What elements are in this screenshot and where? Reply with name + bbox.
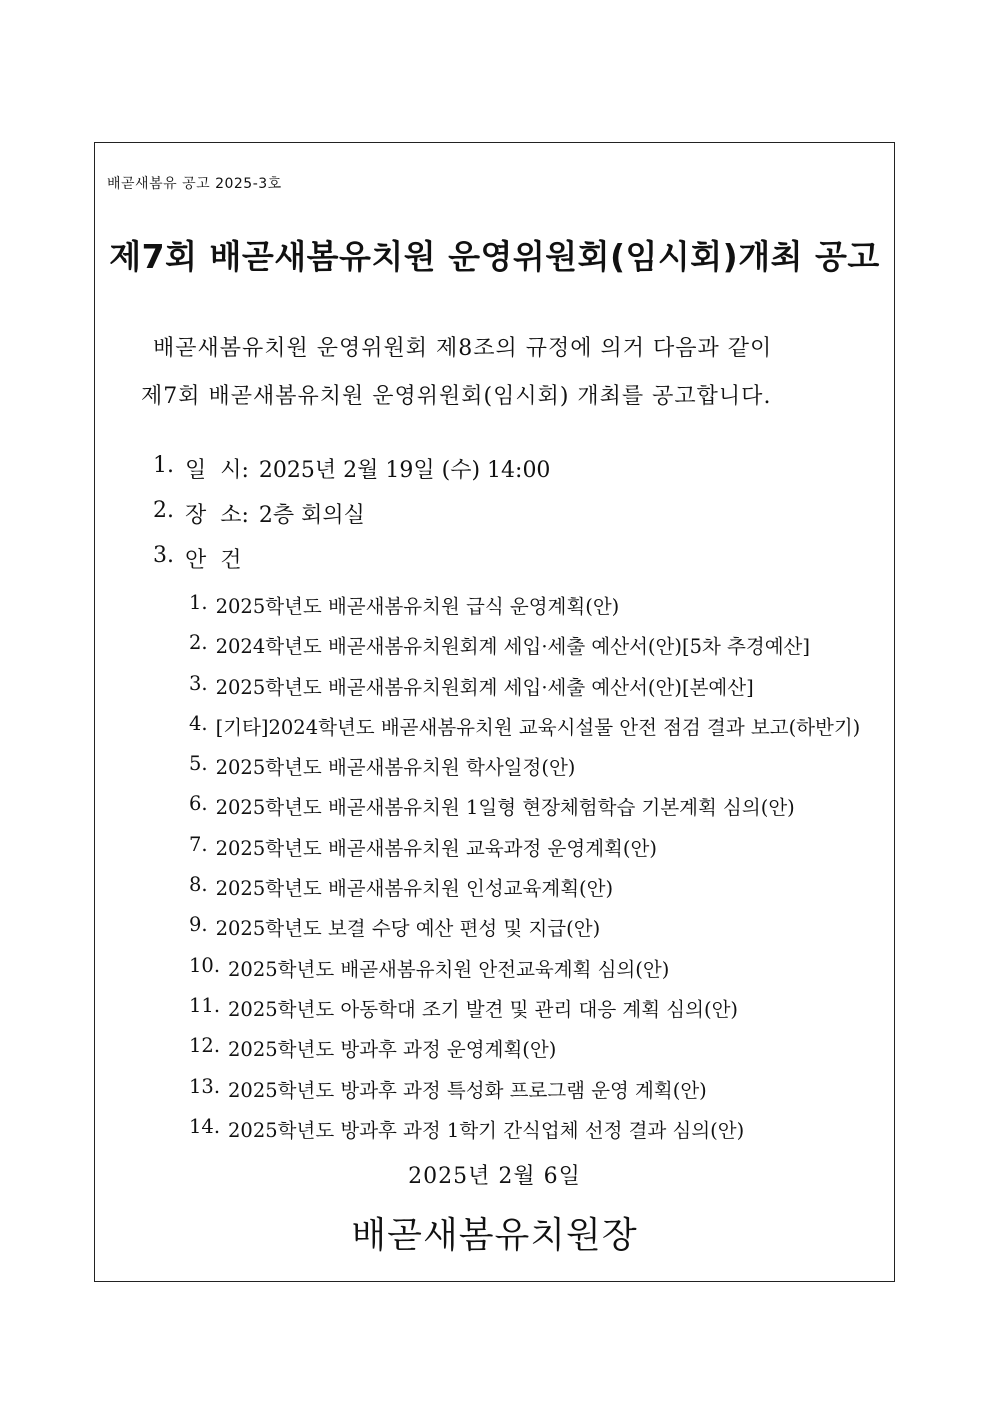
agenda-item bbox=[189, 792, 860, 832]
agenda-item bbox=[189, 833, 860, 873]
detail-label: 안 건 bbox=[185, 548, 242, 573]
detail-number: 2. bbox=[153, 498, 174, 523]
notice-date: 2025년 2월 6일 bbox=[408, 1164, 581, 1189]
detail-agenda-heading bbox=[153, 543, 550, 588]
details-list bbox=[153, 453, 550, 588]
agenda-item bbox=[189, 994, 860, 1034]
agenda-item-number: 8. bbox=[189, 873, 208, 897]
agenda-item bbox=[189, 1115, 860, 1155]
agenda-item-text: 2025학년도 방과후 과정 1학기 간식업체 선정 결과 심의(안) bbox=[228, 1118, 745, 1142]
agenda-item-text: 2025학년도 배곧새봄유치원 급식 운영계획(안) bbox=[215, 595, 620, 618]
intro-line-1: 배곧새봄유치원 운영위원회 제8조의 규정에 의거 다음과 같이 bbox=[153, 336, 773, 361]
agenda-list bbox=[189, 591, 860, 1155]
agenda-item-text: [기타]2024학년도 배곧새봄유치원 교육시설물 안전 점검 결과 보고(하반기) bbox=[215, 715, 861, 739]
agenda-item-number: 12. bbox=[189, 1034, 221, 1058]
detail-value: 2층 회의실 bbox=[258, 503, 365, 528]
agenda-item-number: 13. bbox=[189, 1074, 221, 1098]
agenda-item-text: 2025학년도 방과후 과정 특성화 프로그램 운영 계획(안) bbox=[228, 1078, 707, 1102]
agenda-item bbox=[189, 954, 860, 994]
agenda-item-number: 4. bbox=[189, 711, 208, 735]
agenda-item-text: 2024학년도 배곧새봄유치원회계 세입·세출 예산서(안)[5차 추경예산] bbox=[215, 635, 810, 659]
page-title: 제7회 배곧새봄유치원 운영위원회(임시회)개최 공고 bbox=[109, 237, 880, 276]
intro-line-2: 제7회 배곧새봄유치원 운영위원회(임시회) 개최를 공고합니다. bbox=[141, 384, 772, 409]
detail-label: 장 소: bbox=[185, 503, 249, 528]
agenda-item-text: 2025학년도 방과후 과정 운영계획(안) bbox=[228, 1038, 557, 1062]
agenda-item-number: 5. bbox=[189, 752, 208, 776]
notice-number: 배곧새봄유 공고 2025-3호 bbox=[107, 176, 282, 192]
agenda-item-text: 2025학년도 보결 수당 예산 편성 및 지급(안) bbox=[215, 917, 601, 941]
agenda-item-text: 2025학년도 배곧새봄유치원 1일형 현장체험학습 기본계획 심의(안) bbox=[215, 796, 795, 820]
agenda-item-number: 3. bbox=[189, 671, 208, 695]
agenda-item-number: 6. bbox=[189, 792, 208, 816]
notice-document bbox=[94, 142, 895, 1282]
agenda-item-text: 2025학년도 배곧새봄유치원 교육과정 운영계획(안) bbox=[215, 836, 657, 860]
detail-number: 3. bbox=[153, 543, 174, 568]
agenda-item bbox=[189, 873, 860, 913]
signer-name: 배곧새봄유치원장 bbox=[351, 1215, 638, 1256]
detail-label: 일 시: bbox=[185, 458, 249, 483]
agenda-item bbox=[189, 752, 860, 792]
agenda-item bbox=[189, 631, 860, 671]
agenda-item-number: 14. bbox=[189, 1114, 221, 1138]
agenda-item-text: 2025학년도 아동학대 조기 발견 및 관리 대응 계획 심의(안) bbox=[228, 997, 739, 1021]
agenda-item bbox=[189, 913, 860, 953]
agenda-item bbox=[189, 1034, 860, 1074]
agenda-item-text: 2025학년도 배곧새봄유치원 인성교육계획(안) bbox=[215, 877, 614, 901]
agenda-item-text: 2025학년도 배곧새봄유치원 학사일정(안) bbox=[215, 756, 576, 780]
agenda-item-text: 2025학년도 배곧새봄유치원회계 세입·세출 예산서(안)[본예산] bbox=[215, 675, 754, 699]
agenda-item-number: 9. bbox=[189, 913, 208, 937]
agenda-item-number: 7. bbox=[189, 832, 208, 856]
detail-value: 2025년 2월 19일 (수) 14:00 bbox=[258, 458, 551, 483]
agenda-item bbox=[189, 591, 860, 631]
detail-number: 1. bbox=[153, 453, 174, 478]
detail-location bbox=[153, 498, 550, 543]
agenda-item-text: 2025학년도 배곧새봄유치원 안전교육계획 심의(안) bbox=[228, 957, 670, 981]
detail-datetime bbox=[153, 453, 550, 498]
agenda-item-number: 11. bbox=[189, 993, 221, 1017]
agenda-item-number: 10. bbox=[189, 953, 221, 977]
agenda-item-number: 1. bbox=[189, 591, 208, 614]
agenda-item bbox=[189, 712, 860, 752]
agenda-item-number: 2. bbox=[189, 631, 208, 655]
agenda-item bbox=[189, 672, 860, 712]
agenda-item bbox=[189, 1075, 860, 1115]
